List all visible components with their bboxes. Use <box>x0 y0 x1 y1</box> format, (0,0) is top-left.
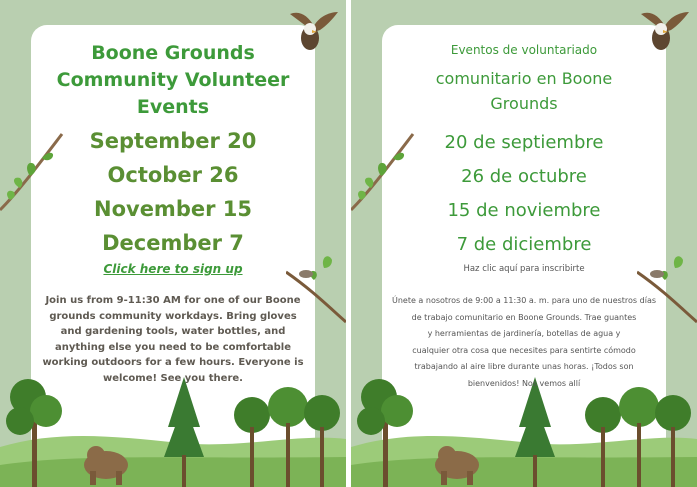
signup-link[interactable]: Haz clic aquí para inscribirte <box>463 264 585 274</box>
description-line: anything else you need to be comfortable <box>54 341 292 353</box>
title-line: Grounds <box>490 94 558 113</box>
event-date: September 20 <box>89 129 257 153</box>
description-line: Join us from 9-11:30 AM for one of our Boone <box>45 295 301 306</box>
description-line: cualquier otra cosa que necesites para sentirte cómodo <box>412 345 636 355</box>
signup-link[interactable]: Click here to sign up <box>103 262 243 276</box>
description-line: de trabajo comunitario en Boone Grounds. Trae guantes <box>411 312 637 322</box>
description-line: welcome! See you there. <box>103 372 243 384</box>
title-line: comunitario en Boone <box>435 69 613 88</box>
event-date: 26 de octubre <box>461 166 587 187</box>
title-line: Boone Grounds <box>91 42 255 64</box>
event-description <box>384 293 664 393</box>
description-line: y herramientas de jardinería, botellas de agua y <box>427 329 621 339</box>
event-date: November 15 <box>94 197 252 221</box>
title-line: Events <box>136 96 210 118</box>
description-line: working outdoors for a few hours. Everyone is <box>42 357 304 369</box>
flyer-english <box>0 0 346 487</box>
event-description <box>41 293 305 387</box>
event-date: 7 de diciembre <box>456 234 592 255</box>
description-line: grounds community workdays. Bring gloves <box>49 310 297 322</box>
event-title-line: Eventos de voluntariado <box>450 43 598 57</box>
description-line: and gardening tools, water bottles, and <box>60 326 286 338</box>
event-date: December 7 <box>102 231 244 255</box>
event-date: 20 de septiembre <box>444 132 604 153</box>
event-dates <box>382 126 666 262</box>
event-dates <box>31 124 315 260</box>
event-title <box>31 40 315 121</box>
flyer-spanish <box>351 0 697 487</box>
event-date: 15 de noviembre <box>447 200 601 221</box>
description-line: Únete a nosotros de 9:00 a 11:30 a. m. para uno de nuestros días <box>391 296 657 305</box>
description-line: bienvenidos! Nos vemos allí <box>467 378 581 388</box>
title-line: Community Volunteer <box>56 69 290 91</box>
description-line: trabajando al aire libre durante unas horas. ¡Todos son <box>414 362 634 372</box>
event-title <box>382 66 666 116</box>
event-date: October 26 <box>107 163 239 187</box>
